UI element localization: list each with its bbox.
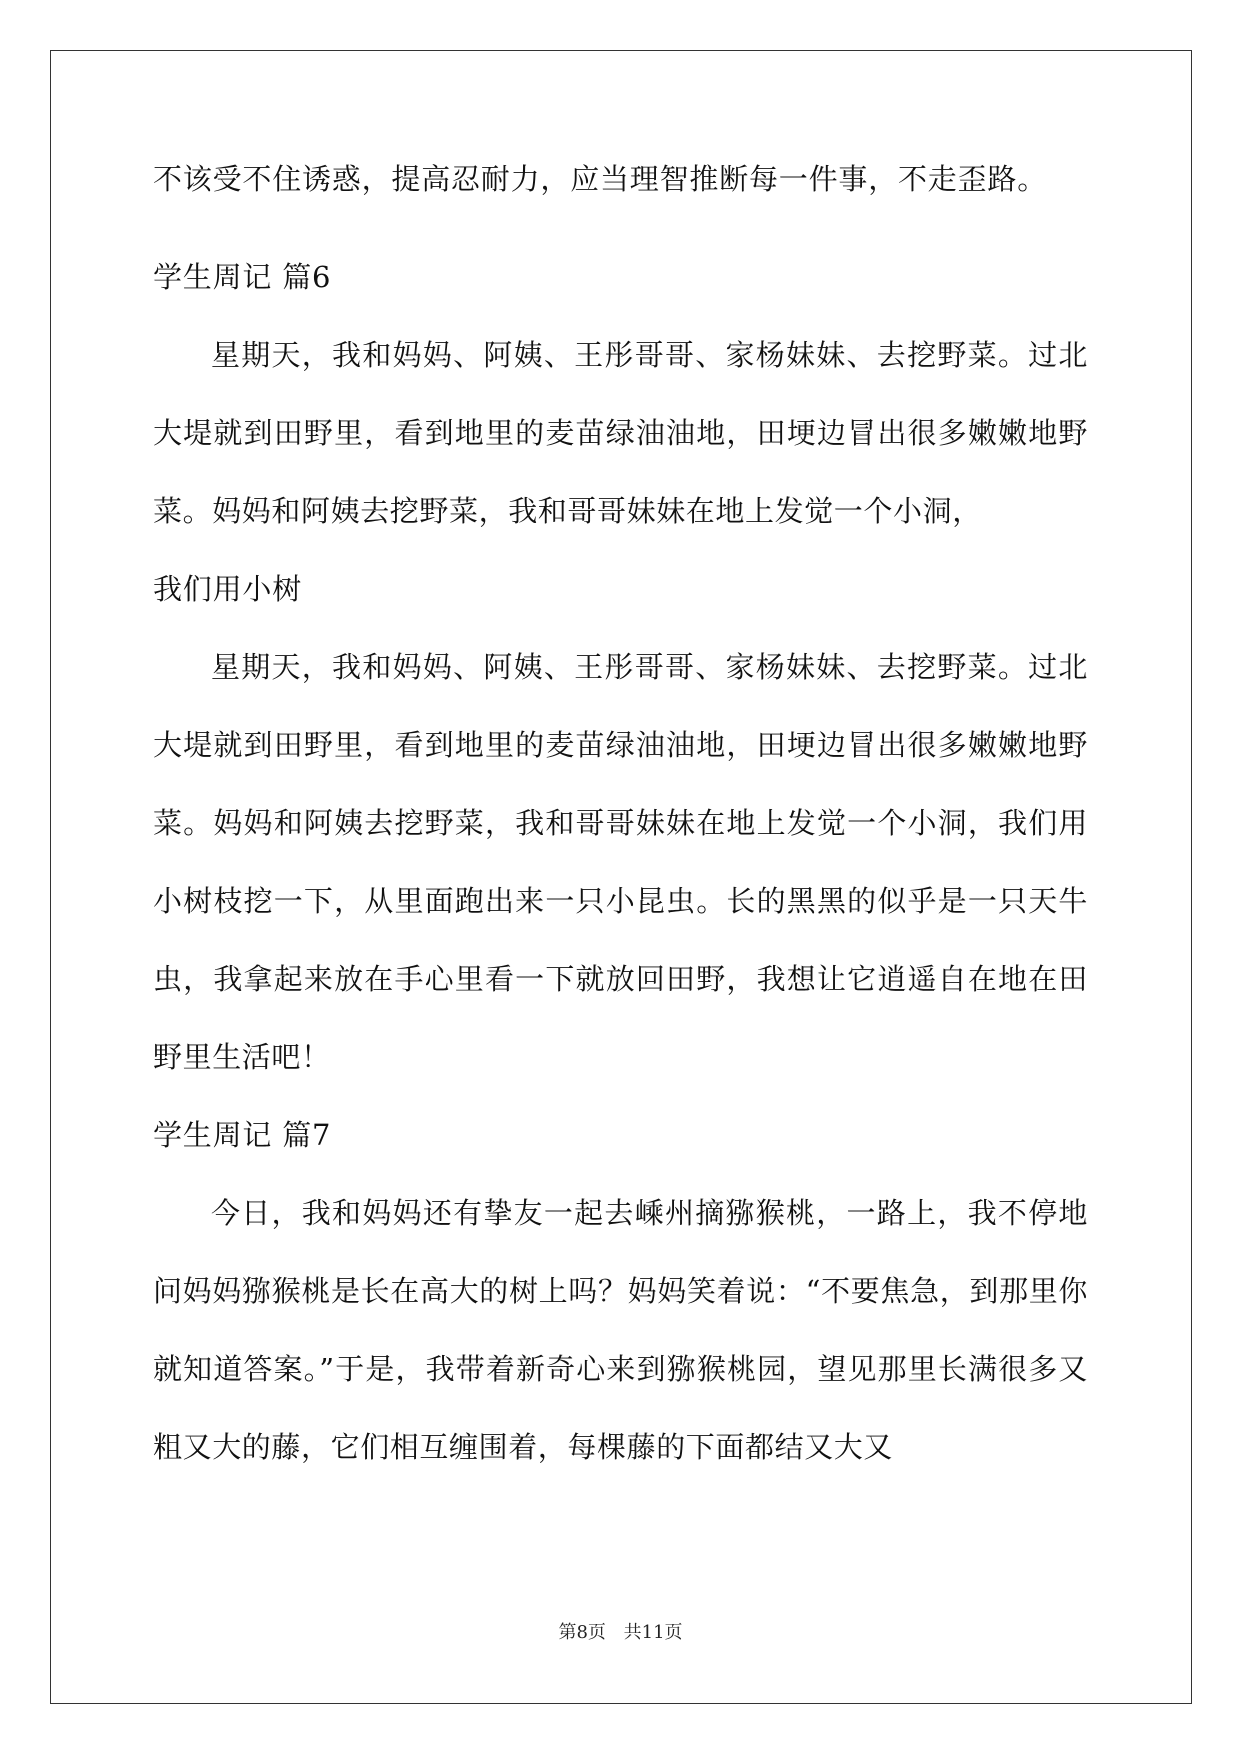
section-heading-7: 学生周记 篇7 [153,1118,332,1152]
document-body [153,160,1088,1486]
section-heading-6: 学生周记 篇6 [153,260,332,294]
paragraph: 星期天，我和妈妈、阿姨、王彤哥哥、家杨妹妹、去挖野菜。过北大堤就到田野里，看到地里的麦苗绿油油地，田埂边冒出很多嫩嫩地野菜。妈妈和阿姨去挖野菜，我和哥哥妹妹在地上发觉一个小洞，我们用小树枝挖一下，从里面跑出来一只小昆虫。长的黑黑的似乎是一只天牛虫，我拿起来放在手心里看一下就放回田野，我想让它逍遥自在地在田野里生活吧！ [153,650,1088,1074]
page-footer [0,1618,1241,1644]
paragraph: 今日，我和妈妈还有挚友一起去嵊州摘猕猴桃，一路上，我不停地问妈妈猕猴桃是长在高大的树上吗？妈妈笑着说：“不要焦急，到那里你就知道答案。”于是，我带着新奇心来到猕猴桃园，望见那里长满很多又粗又大的藤，它们相互缠围着，每棵藤的下面都结又大又 [153,1196,1088,1464]
paragraph: 星期天，我和妈妈、阿姨、王彤哥哥、家杨妹妹、去挖野菜。过北大堤就到田野里，看到地里的麦苗绿油油地，田埂边冒出很多嫩嫩地野菜。妈妈和阿姨去挖野菜，我和哥哥妹妹在地上发觉一个小洞， [153,338,1088,528]
paragraph-fragment: 我们用小树 [153,572,303,606]
page-number-current: 第8页 [558,1622,606,1643]
lead-line: 不该受不住诱惑，提高忍耐力，应当理智推断每一件事，不走歪路。 [153,162,1048,196]
page-number-total: 共11页 [623,1622,683,1643]
